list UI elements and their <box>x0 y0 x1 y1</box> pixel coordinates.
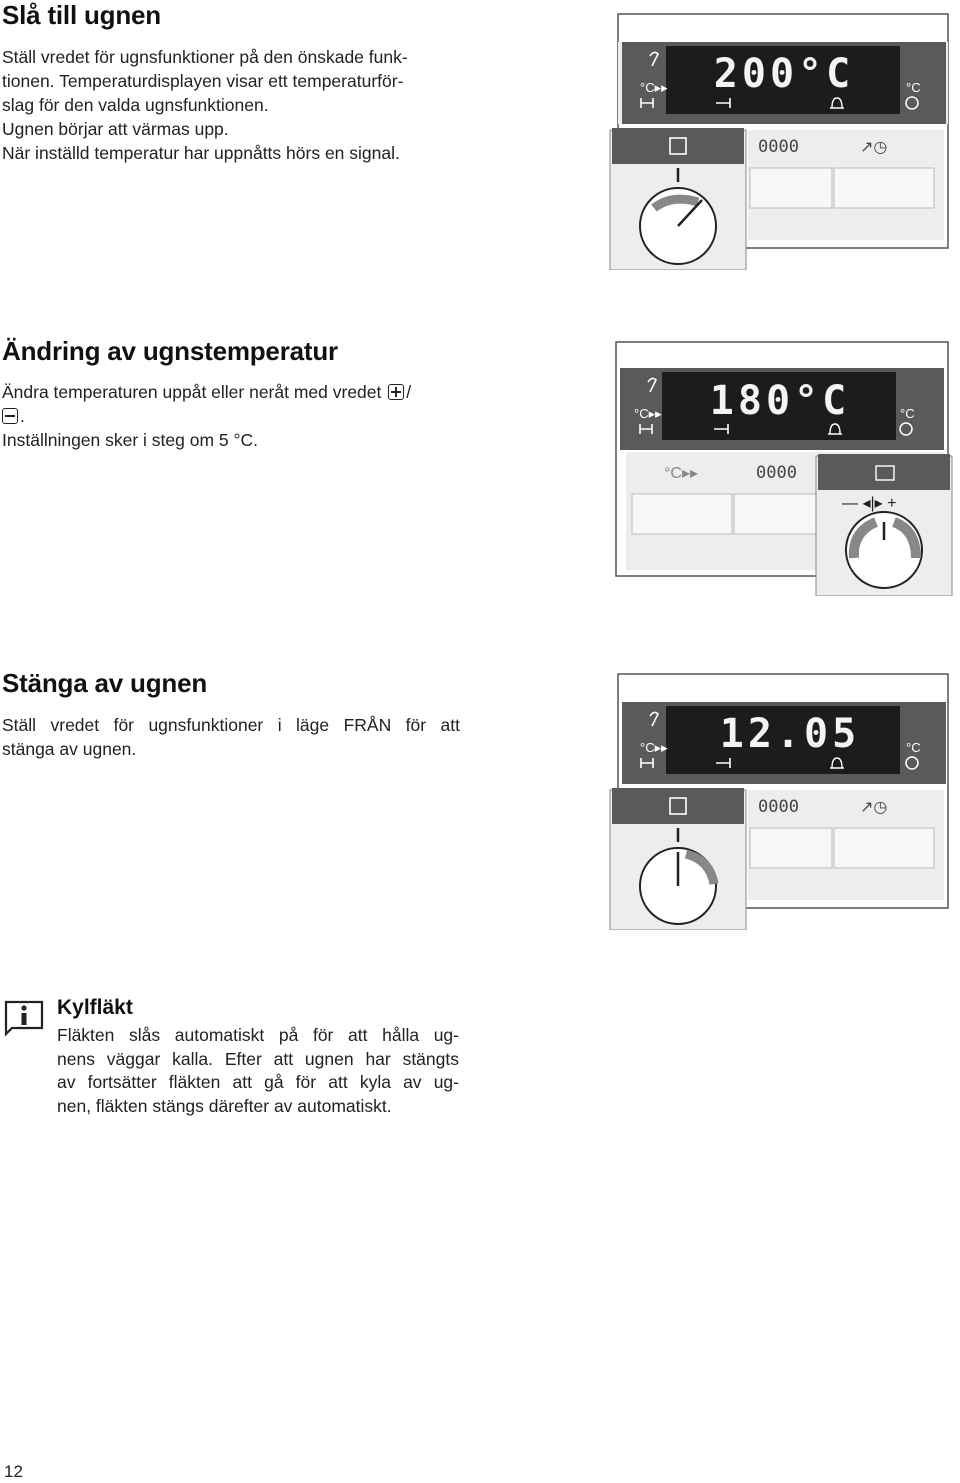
fast-heat-icon: °C▸▸ <box>640 740 668 755</box>
text-fragment: . <box>20 406 25 426</box>
text-fragment: Ändra temperaturen uppåt eller neråt med vredet <box>2 382 382 402</box>
timer-digits-icon: 0000 <box>756 463 797 483</box>
section-title-change-temperature: Ändring av ugnstemperatur <box>2 336 338 366</box>
text-line: Ställ vredet för ugnsfunktioner på den önskade funk- <box>2 47 408 67</box>
minus-button-icon <box>2 408 18 424</box>
info-icon <box>2 998 46 1038</box>
text-fragment: / <box>406 382 412 402</box>
oven-panel-figure-change-temperature <box>612 340 956 596</box>
minus-plus-scale-icon: — ◂|▸ + <box>842 495 897 512</box>
oven-panel-figure-turn-off <box>608 672 952 930</box>
fast-heat-icon: °C▸▸ <box>664 465 699 482</box>
text-line: Fläkten slås automatiskt på för att hålla ug- <box>57 1025 459 1045</box>
text-line <box>2 380 472 404</box>
section-title-turn-on: Slå till ugnen <box>2 0 161 30</box>
info-title: Kylfläkt <box>57 996 133 1019</box>
text-line: nen, fläkten stängs därefter av automatiskt. <box>57 1095 392 1116</box>
section-text-turn-on <box>2 45 472 165</box>
text-line: Inställningen sker i steg om 5 °C. <box>2 430 259 450</box>
clock-display: 12.05 <box>719 711 861 757</box>
text-line: tionen. Temperaturdisplayen visar ett temperaturför- <box>2 71 404 91</box>
timer-digits-icon: 0000 <box>758 137 799 157</box>
text-line: nens väggar kalla. Efter att ugnen har stängts <box>57 1048 459 1069</box>
text-line: Ugnen börjar att värmas upp. <box>2 119 229 139</box>
info-text <box>57 1024 459 1118</box>
fast-heat-icon: °C▸▸ <box>640 80 668 95</box>
temperature-display: 180°C <box>709 378 851 424</box>
text-line <box>2 404 472 428</box>
celsius-icon: °C <box>906 740 921 755</box>
section-text-change-temperature <box>2 380 472 452</box>
text-line: slag för den valda ugnsfunktionen. <box>2 95 269 115</box>
section-text-turn-off <box>2 713 460 761</box>
text-line: När inställd temperatur har uppnåtts hörs en signal. <box>2 143 400 163</box>
text-line: av fortsätter fläkten att gå för att kyla av ug- <box>57 1072 459 1092</box>
text-line: stänga av ugnen. <box>2 739 137 759</box>
plus-button-icon <box>388 384 404 400</box>
section-title-turn-off: Stänga av ugnen <box>2 668 208 698</box>
celsius-icon: °C <box>900 406 915 421</box>
fast-heat-icon: °C▸▸ <box>634 406 662 421</box>
oven-panel-figure-turn-on <box>608 12 952 270</box>
heat-clock-icon: ↗◷ <box>860 799 888 816</box>
timer-digits-icon: 0000 <box>758 797 799 817</box>
temperature-display: 200°C <box>713 51 855 97</box>
page-number: 12 <box>4 1462 23 1481</box>
heat-clock-icon: ↗◷ <box>860 139 888 156</box>
text-line: Ställ vredet för ugnsfunktioner i läge FRÅN för att <box>2 715 460 735</box>
celsius-icon: °C <box>906 80 921 95</box>
